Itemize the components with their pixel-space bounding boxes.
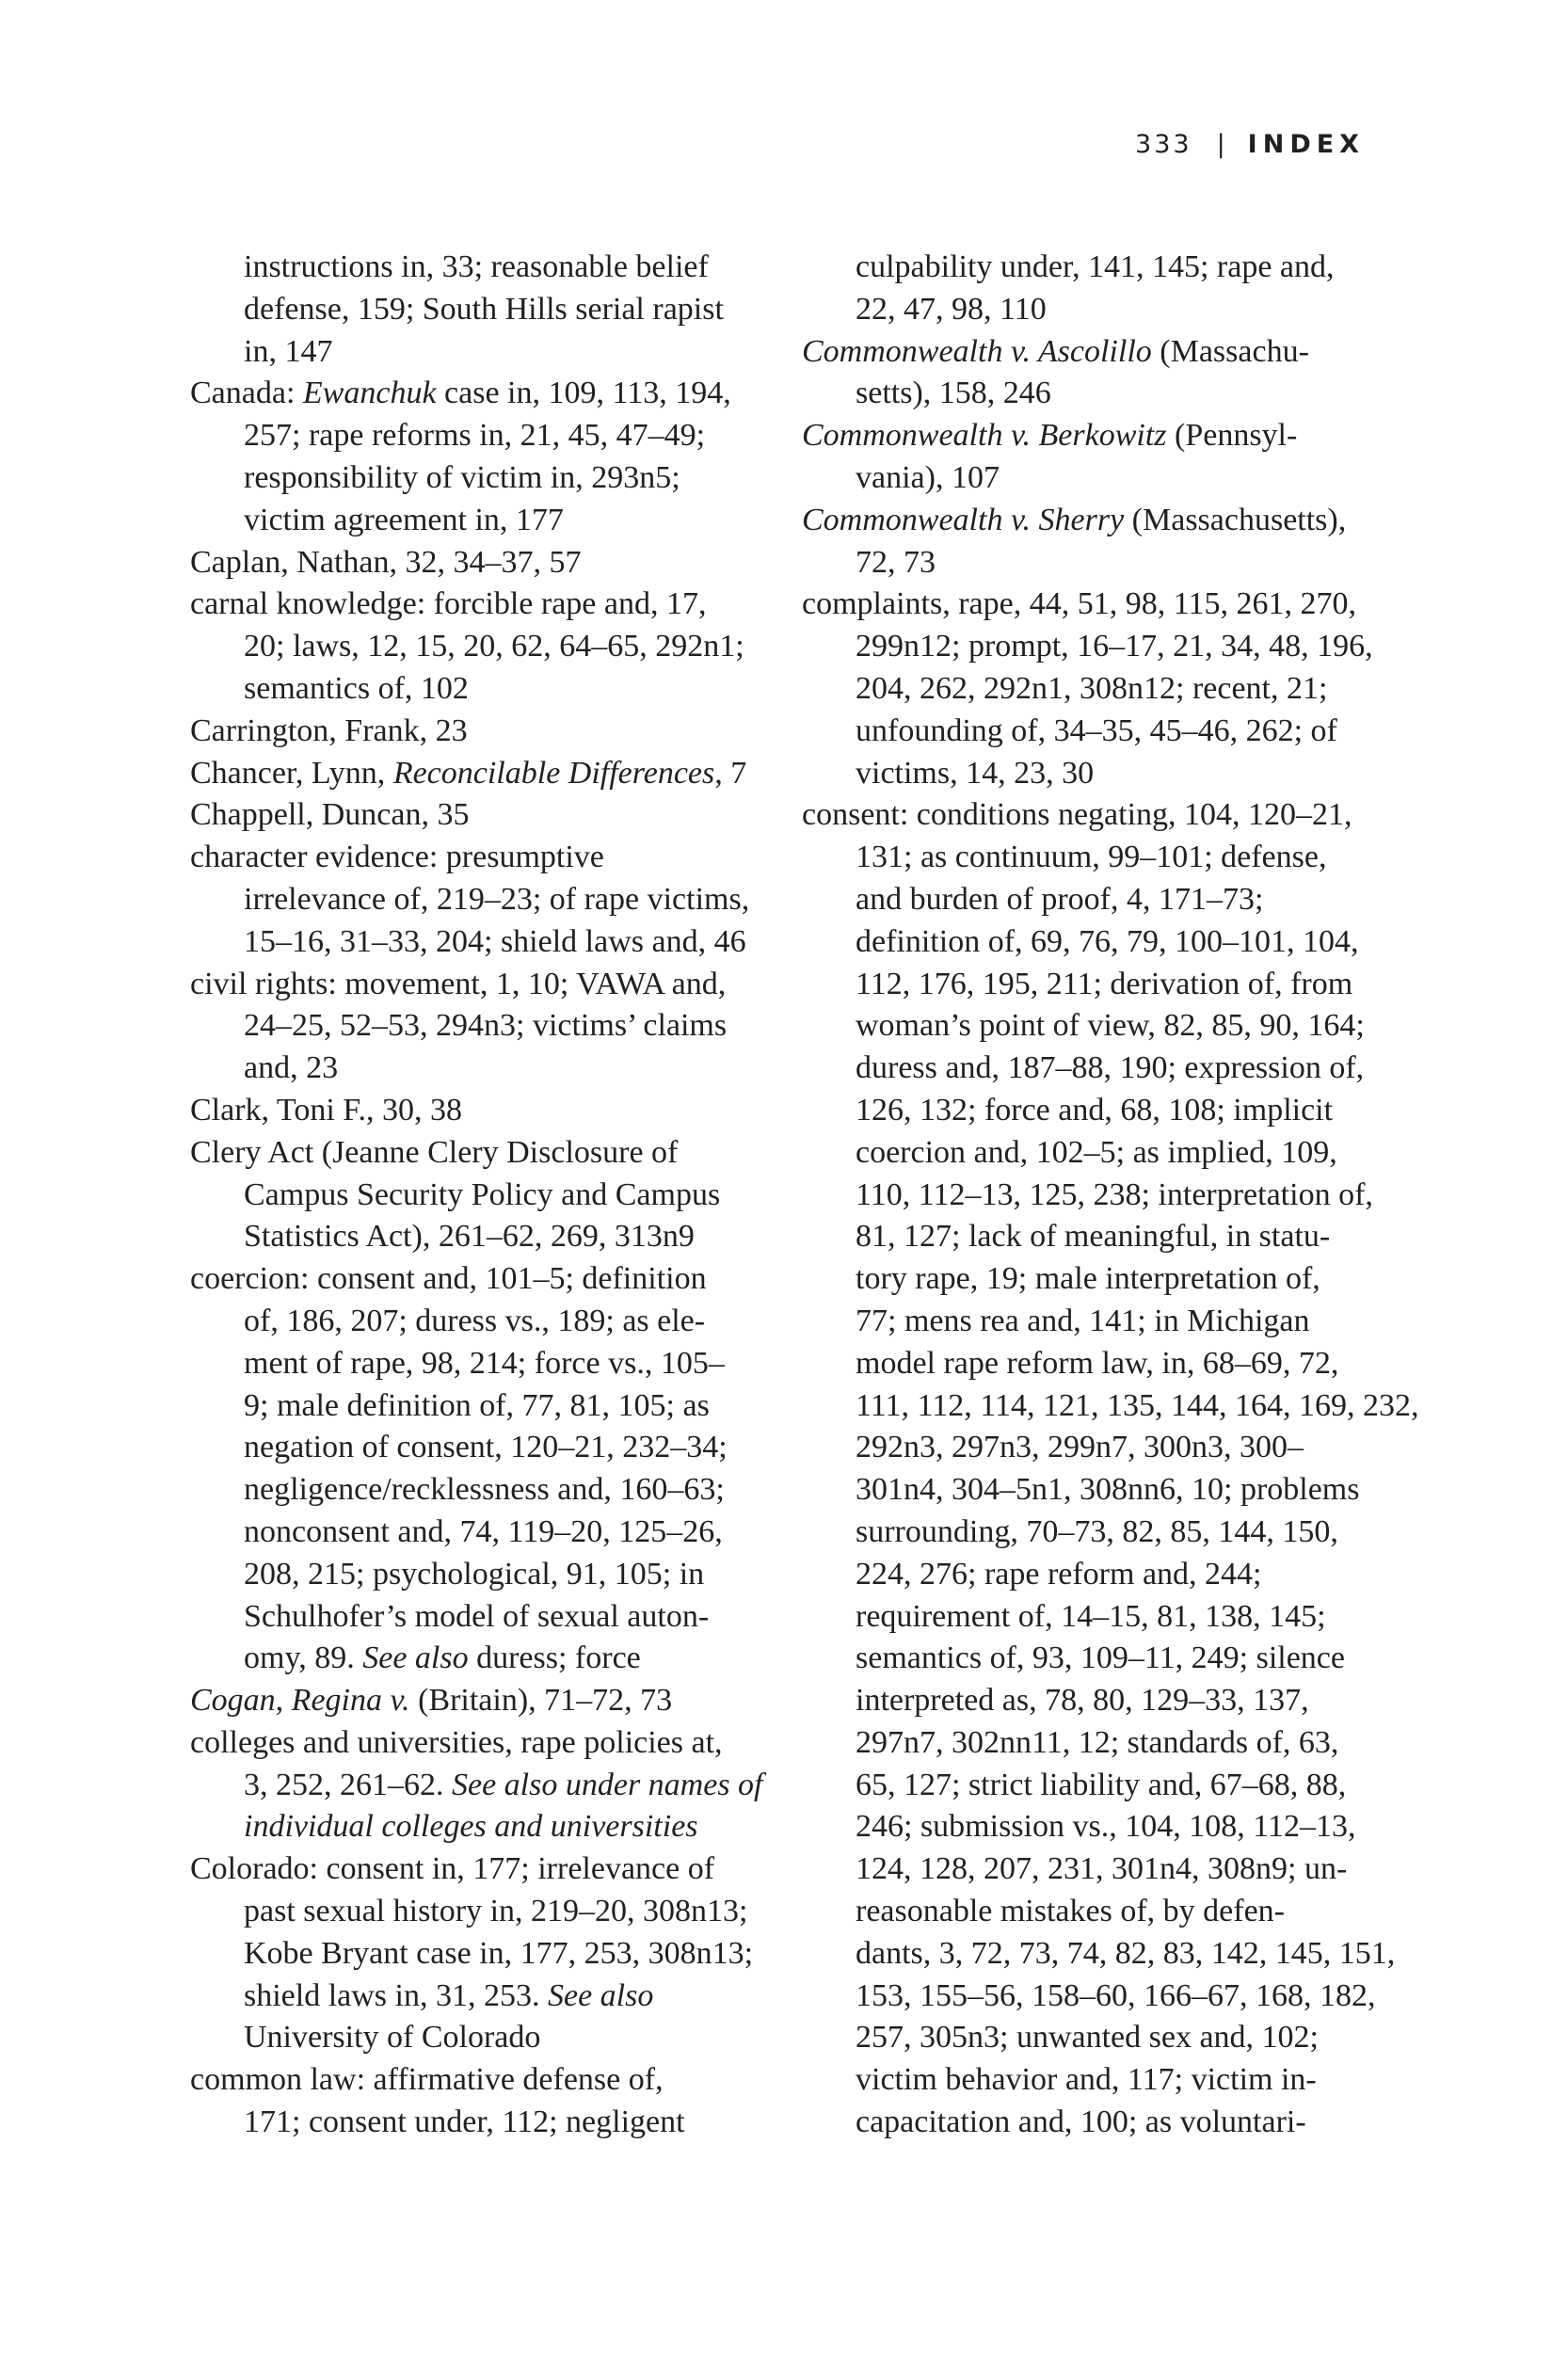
- index-subline: [802, 837, 1376, 879]
- entry-text: Clark, Toni F., 30, 38: [190, 1092, 462, 1128]
- entry-text: 124, 128, 207, 231, 301n4, 308n9; un-: [856, 1851, 1348, 1887]
- entry-text: and burden of proof, 4, 171–73;: [856, 881, 1264, 917]
- entry-text: culpability under, 141, 145; rape and,: [856, 249, 1335, 284]
- index-column-right: [802, 247, 1419, 2144]
- entry-text: setts), 158, 246: [856, 376, 1051, 411]
- index-subline: [802, 1596, 1376, 1639]
- entry-text: semantics of, 93, 109–11, 249; silence: [856, 1640, 1345, 1676]
- entry-text: 110, 112–13, 125, 238; interpretation of,: [856, 1176, 1373, 1212]
- index-entry: [190, 373, 755, 415]
- index-subline: [802, 1891, 1376, 1933]
- index-entry: [190, 964, 755, 1006]
- entry-text: omy, 89.: [244, 1640, 363, 1676]
- index-subline: [190, 2102, 755, 2144]
- entry-text: 257, 305n3; unwanted sex and, 102;: [856, 2020, 1319, 2056]
- index-subline: [802, 2102, 1376, 2144]
- index-subline: [802, 457, 1376, 500]
- index-entry: [802, 415, 1376, 457]
- entry-text: 15–16, 31–33, 204; shield laws and, 46: [244, 923, 746, 959]
- index-subline: [190, 1301, 755, 1343]
- entry-text: reasonable mistakes of, by defen-: [856, 1894, 1285, 1929]
- entry-text: Kobe Bryant case in, 177, 253, 308n13;: [244, 1935, 754, 1971]
- entry-text: Chappell, Duncan, 35: [190, 797, 470, 833]
- italic-text: Ewanchuk: [302, 376, 437, 411]
- index-subline: [802, 1512, 1376, 1554]
- entry-text: 208, 215; psychological, 91, 105; in: [244, 1556, 705, 1592]
- entry-text: tory rape, 19; male interpretation of,: [856, 1261, 1320, 1297]
- entry-text: vania), 107: [856, 459, 1000, 495]
- section-title: INDEX: [1247, 130, 1365, 159]
- index-subline: [190, 500, 755, 542]
- entry-text: 111, 112, 114, 121, 135, 144, 164, 169, 232,: [856, 1387, 1419, 1423]
- index-subline: [802, 1175, 1376, 1217]
- index-subline: [802, 626, 1376, 668]
- entry-text: colleges and universities, rape policies at,: [190, 1724, 723, 1760]
- index-column-left: [190, 247, 763, 2144]
- index-entry: [190, 1848, 755, 1891]
- entry-text: negation of consent, 120–21, 232–34;: [244, 1430, 728, 1465]
- index-subline: [802, 1216, 1376, 1258]
- index-entry: [190, 2059, 755, 2102]
- index-subline: [802, 1848, 1376, 1891]
- index-subline: [802, 542, 1376, 584]
- entry-text: 20; laws, 12, 15, 20, 62, 64–65, 292n1;: [244, 629, 744, 664]
- index-subline: [802, 1976, 1376, 2018]
- index-subline: [802, 753, 1376, 795]
- index-subline: [190, 1638, 755, 1680]
- index-subline: [802, 1343, 1376, 1385]
- entry-text: duress; force: [468, 1640, 641, 1676]
- entry-text: victim agreement in, 177: [244, 502, 564, 537]
- italic-text: See also: [547, 1977, 654, 2013]
- index-subline: [802, 247, 1376, 289]
- index-subline: [802, 668, 1376, 711]
- entry-text: definition of, 69, 76, 79, 100–101, 104,: [856, 923, 1359, 959]
- header-separator: |: [1216, 130, 1225, 159]
- index-entry: [802, 500, 1376, 542]
- index-subline: [802, 2059, 1376, 2102]
- entry-text: 72, 73: [856, 544, 936, 580]
- index-subline: [190, 415, 755, 457]
- index-subline: [190, 1005, 755, 1048]
- entry-text: 153, 155–56, 158–60, 166–67, 168, 182,: [856, 1977, 1376, 2013]
- entry-text: and, 23: [244, 1050, 339, 1086]
- entry-text: in, 147: [244, 333, 333, 369]
- index-subline: [802, 1385, 1419, 1428]
- index-subline: [190, 331, 755, 374]
- entry-text: coercion and, 102–5; as implied, 109,: [856, 1134, 1337, 1170]
- index-entry: [190, 1258, 755, 1301]
- entry-text: victim behavior and, 117; victim in-: [856, 2062, 1317, 2098]
- entry-text: instructions in, 33; reasonable belief: [244, 249, 709, 284]
- index-entry: [802, 794, 1376, 837]
- index-entry: [190, 837, 755, 879]
- entry-text: Schulhofer’s model of sexual auton-: [244, 1598, 710, 1634]
- entry-text: surrounding, 70–73, 82, 85, 144, 150,: [856, 1513, 1338, 1549]
- italic-text: Commonwealth v. Sherry: [802, 502, 1125, 537]
- index-subline: [190, 1806, 755, 1848]
- entry-text: 292n3, 297n3, 299n7, 300n3, 300–: [856, 1430, 1304, 1465]
- entry-text: 81, 127; lack of meaningful, in statu-: [856, 1219, 1331, 1255]
- entry-text: complaints, rape, 44, 51, 98, 115, 261, 270,: [802, 586, 1356, 622]
- entry-text: responsibility of victim in, 293n5;: [244, 459, 680, 495]
- entry-text: 65, 127; strict liability and, 67–68, 88,: [856, 1767, 1347, 1802]
- index-subline: [190, 1469, 755, 1512]
- entry-text: 204, 262, 292n1, 308n12; recent, 21;: [856, 670, 1328, 706]
- entry-text: victims, 14, 23, 30: [856, 755, 1095, 791]
- index-entry: [190, 1132, 755, 1175]
- entry-text: character evidence: presumptive: [190, 840, 604, 875]
- index-subline: [802, 2017, 1376, 2059]
- italic-text: Reconcilable Differences: [392, 755, 715, 791]
- entry-text: past sexual history in, 219–20, 308n13;: [244, 1894, 748, 1929]
- index-subline: [190, 247, 755, 289]
- index-subline: [190, 1596, 755, 1639]
- index-subline: [802, 1638, 1376, 1680]
- index-subline: [802, 1301, 1376, 1343]
- entry-text: University of Colorado: [244, 2020, 541, 2056]
- entry-text: 22, 47, 98, 110: [856, 291, 1047, 327]
- index-subline: [190, 1765, 763, 1807]
- index-entry: [190, 542, 755, 584]
- entry-text: Colorado: consent in, 177; irrelevance of: [190, 1851, 715, 1887]
- index-entry: [190, 1090, 755, 1132]
- entry-text: 24–25, 52–53, 294n3; victims’ claims: [244, 1008, 728, 1044]
- index-subline: [190, 1891, 755, 1933]
- entry-text: 77; mens rea and, 141; in Michigan: [856, 1303, 1310, 1338]
- entry-text: shield laws in, 31, 253.: [244, 1977, 548, 2013]
- entry-text: 301n4, 304–5n1, 308nn6, 10; problems: [856, 1472, 1360, 1508]
- entry-text: consent: conditions negating, 104, 120–21,: [802, 797, 1352, 833]
- entry-text: ment of rape, 98, 214; force vs., 105–: [244, 1345, 725, 1381]
- entry-text: duress and, 187–88, 190; expression of,: [856, 1050, 1365, 1086]
- entry-text: 9; male definition of, 77, 81, 105; as: [244, 1387, 710, 1423]
- entry-text: requirement of, 14–15, 81, 138, 145;: [856, 1598, 1326, 1634]
- index-subline: [190, 1216, 755, 1258]
- entry-text: negligence/recklessness and, 160–63;: [244, 1472, 725, 1508]
- index-subline: [802, 1258, 1376, 1301]
- index-entry: [802, 584, 1376, 626]
- entry-text: defense, 159; South Hills serial rapist: [244, 291, 724, 327]
- index-subline: [802, 1933, 1396, 1976]
- entry-text: of, 186, 207; duress vs., 189; as ele-: [244, 1303, 706, 1338]
- entry-text: Chancer, Lynn,: [190, 755, 393, 791]
- index-subline: [802, 1469, 1376, 1512]
- index-subline: [190, 1512, 755, 1554]
- running-header: [0, 130, 1365, 159]
- index-subline: [802, 1427, 1376, 1469]
- index-entry: [190, 711, 755, 753]
- italic-text: Commonwealth v. Berkowitz: [802, 418, 1167, 454]
- index-subline: [190, 921, 755, 964]
- index-subline: [190, 2017, 755, 2059]
- entry-text: interpreted as, 78, 80, 129–33, 137,: [856, 1683, 1309, 1719]
- index-subline: [190, 1385, 755, 1428]
- entry-text: semantics of, 102: [244, 670, 469, 706]
- index-subline: [190, 1933, 755, 1976]
- entry-text: 297n7, 302nn11, 12; standards of, 63,: [856, 1724, 1339, 1760]
- index-subline: [190, 1976, 755, 2018]
- index-subline: [190, 1343, 755, 1385]
- index-subline: [802, 1132, 1376, 1175]
- index-subline: [802, 879, 1376, 921]
- entry-text: Carrington, Frank, 23: [190, 712, 468, 748]
- entry-text: 112, 176, 195, 211; derivation of, from: [856, 966, 1353, 1001]
- index-subline: [190, 1427, 755, 1469]
- index-subline: [802, 1048, 1376, 1090]
- entry-text: (Pennsyl-: [1166, 418, 1298, 454]
- entry-text: nonconsent and, 74, 119–20, 125–26,: [244, 1513, 723, 1549]
- entry-text: dants, 3, 72, 73, 74, 82, 83, 142, 145, 151,: [856, 1935, 1396, 1971]
- index-subline: [802, 964, 1376, 1006]
- entry-text: Clery Act (Jeanne Clery Disclosure of: [190, 1134, 679, 1170]
- index-subline: [802, 1806, 1376, 1848]
- entry-text: (Massachu-: [1151, 333, 1309, 369]
- entry-text: 3, 252, 261–62.: [244, 1767, 452, 1802]
- index-subline: [190, 1175, 755, 1217]
- italic-text: individual colleges and universities: [244, 1809, 698, 1845]
- index-subline: [802, 1554, 1376, 1596]
- entry-text: 224, 276; rape reform and, 244;: [856, 1556, 1262, 1592]
- entry-text: (Massachusetts),: [1124, 502, 1347, 537]
- entry-text: 131; as continuum, 99–101; defense,: [856, 840, 1327, 875]
- entry-text: Statistics Act), 261–62, 269, 313n9: [244, 1219, 695, 1255]
- index-subline: [190, 1048, 755, 1090]
- index-subline: [190, 879, 755, 921]
- index-subline: [190, 668, 755, 711]
- entry-text: model rape reform law, in, 68–69, 72,: [856, 1345, 1339, 1381]
- entry-text: case in, 109, 113, 194,: [436, 376, 731, 411]
- italic-text: Commonwealth v. Ascolillo: [802, 333, 1152, 369]
- entry-text: 257; rape reforms in, 21, 45, 47–49;: [244, 418, 706, 454]
- italic-text: See also under names of: [452, 1767, 763, 1802]
- entry-text: woman’s point of view, 82, 85, 90, 164;: [856, 1008, 1365, 1044]
- entry-text: Campus Security Policy and Campus: [244, 1176, 721, 1212]
- index-subline: [802, 1090, 1376, 1132]
- index-subline: [802, 1005, 1376, 1048]
- entry-text: 299n12; prompt, 16–17, 21, 34, 48, 196,: [856, 629, 1373, 664]
- index-subline: [802, 921, 1376, 964]
- entry-text: irrelevance of, 219–23; of rape victims,: [244, 881, 750, 917]
- index-subline: [802, 1722, 1376, 1765]
- entry-text: capacitation and, 100; as voluntari-: [856, 2104, 1306, 2140]
- entry-text: common law: affirmative defense of,: [190, 2062, 664, 2098]
- index-subline: [190, 1554, 755, 1596]
- entry-text: Caplan, Nathan, 32, 34–37, 57: [190, 544, 582, 580]
- entry-text: unfounding of, 34–35, 45–46, 262; of: [856, 712, 1337, 748]
- index-subline: [190, 626, 755, 668]
- index-subline: [802, 1680, 1376, 1722]
- entry-text: Canada:: [190, 376, 303, 411]
- entry-text: , 7: [714, 755, 747, 791]
- entry-text: coercion: consent and, 101–5; definition: [190, 1261, 707, 1297]
- index-subline: [802, 373, 1376, 415]
- entry-text: 171; consent under, 112; negligent: [244, 2104, 685, 2140]
- entry-text: carnal knowledge: forcible rape and, 17,: [190, 586, 707, 622]
- index-subline: [190, 289, 755, 331]
- page-number: 333: [1135, 130, 1192, 159]
- italic-text: Cogan, Regina v.: [190, 1683, 410, 1719]
- index-entry: [190, 753, 755, 795]
- entry-text: 246; submission vs., 104, 108, 112–13,: [856, 1809, 1356, 1845]
- index-subline: [802, 711, 1376, 753]
- entry-text: 126, 132; force and, 68, 108; implicit: [856, 1092, 1334, 1128]
- index-entry: [802, 331, 1376, 374]
- index-subline: [190, 457, 755, 500]
- entry-text: civil rights: movement, 1, 10; VAWA and,: [190, 966, 727, 1001]
- entry-text: (Britain), 71–72, 73: [409, 1683, 673, 1719]
- index-subline: [802, 289, 1376, 331]
- index-entry: [190, 794, 755, 837]
- index-entry: [190, 1722, 755, 1765]
- index-subline: [802, 1765, 1376, 1807]
- italic-text: See also: [362, 1640, 469, 1676]
- index-entry: [190, 1680, 755, 1722]
- index-entry: [190, 584, 755, 626]
